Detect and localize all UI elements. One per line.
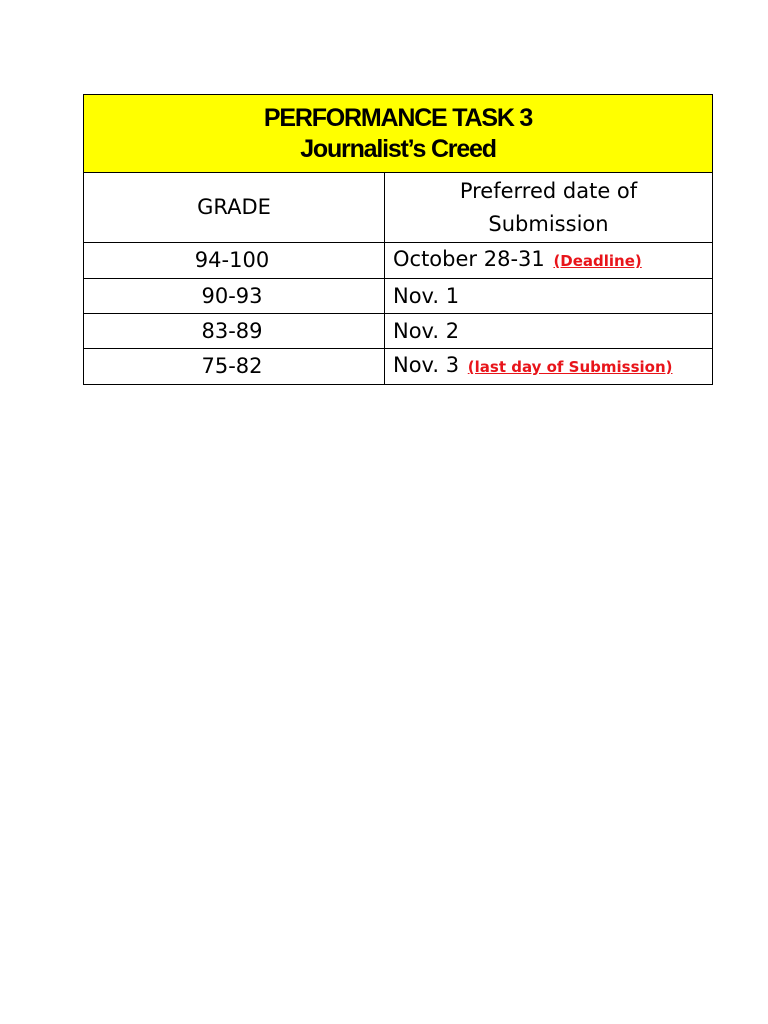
last-day-note: (last day of Submission) [467,358,673,376]
date-column-header-cell [385,173,713,243]
table-row [84,243,713,279]
title-row [84,95,713,173]
table-row [84,279,713,314]
date-cell [385,349,713,385]
title-cell [84,95,713,173]
date-column-header: Preferred date of Submission [459,178,638,236]
date-text: Nov. 3 [393,353,460,377]
date-text: Nov. 2 [393,318,460,343]
grade-cell: 94-100 [84,243,385,279]
grade-cell: 90-93 [84,279,385,314]
date-cell [385,314,713,349]
date-cell [385,243,713,279]
table-row [84,314,713,349]
deadline-note: (Deadline) [553,252,642,270]
grade-cell: 75-82 [84,349,385,385]
table-row [84,349,713,385]
grade-column-header: GRADE [84,173,385,243]
submission-schedule-table [83,94,713,385]
task-subtitle: Journalist’s Creed [300,134,496,163]
grade-cell: 83-89 [84,314,385,349]
task-title: PERFORMANCE TASK 3 [263,103,533,132]
date-text: Nov. 1 [393,283,460,308]
date-cell [385,279,713,314]
date-text: October 28-31 [393,247,545,271]
header-row [84,173,713,243]
